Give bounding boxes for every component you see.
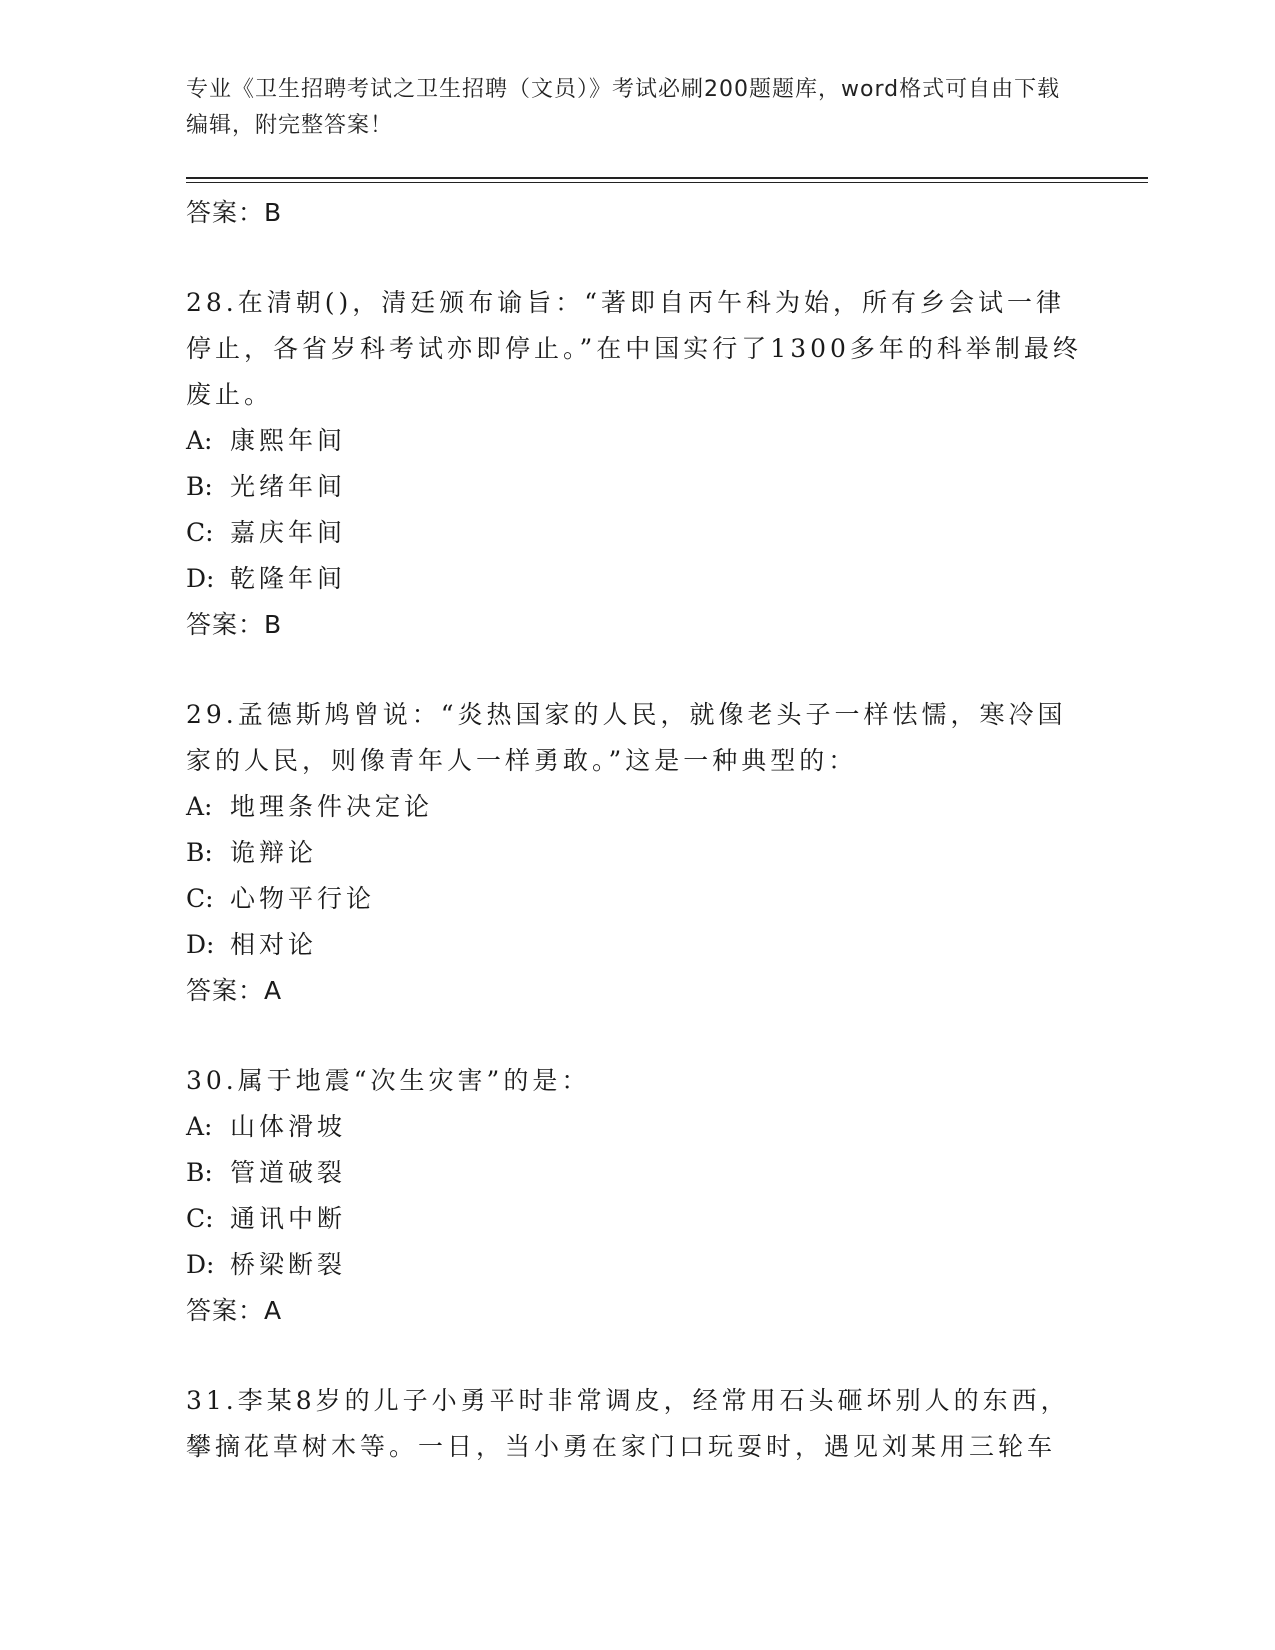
- option-a: [186, 418, 1086, 464]
- question-block-29: [186, 692, 1086, 1014]
- option-text: 心物平行论: [230, 884, 376, 913]
- option-text: 乾隆年间: [230, 564, 347, 593]
- option-text: 地理条件决定论: [230, 792, 434, 821]
- question-text: 30.属于地震“次生灾害”的是：: [186, 1066, 591, 1095]
- option-key: C:: [186, 518, 214, 547]
- option-c: [186, 510, 1086, 556]
- answer-line: 答案：B: [186, 610, 283, 639]
- question-block-30: [186, 1058, 1086, 1334]
- question-content: [186, 190, 1086, 1470]
- option-text: 山体滑坡: [230, 1112, 347, 1141]
- option-text: 管道破裂: [230, 1158, 347, 1187]
- option-key: C:: [186, 1204, 214, 1233]
- option-text: 桥梁断裂: [230, 1250, 347, 1279]
- option-text: 嘉庆年间: [230, 518, 347, 547]
- previous-answer: 答案：B: [186, 198, 283, 227]
- header-divider-thin: [186, 182, 1148, 183]
- option-key: D:: [186, 930, 215, 959]
- option-b: [186, 464, 1086, 510]
- option-key: B:: [186, 838, 213, 867]
- option-b: [186, 830, 1086, 876]
- question-text: 28.在清朝()，清廷颁布谕旨：“著即自丙午科为始，所有乡会试一律停止，各省岁科考试亦即停止。”在中国实行了1300多年的科举制最终废止。: [186, 288, 1082, 409]
- option-key: C:: [186, 884, 214, 913]
- option-c: [186, 876, 1086, 922]
- answer-line: 答案：A: [186, 1296, 283, 1325]
- option-key: D:: [186, 564, 215, 593]
- option-b: [186, 1150, 1086, 1196]
- option-text: 康熙年间: [230, 426, 347, 455]
- option-c: [186, 1196, 1086, 1242]
- header-divider-thick: [186, 177, 1148, 179]
- option-key: B:: [186, 472, 213, 501]
- question-block-28: [186, 280, 1086, 648]
- option-text: 诡辩论: [230, 838, 318, 867]
- option-d: [186, 922, 1086, 968]
- option-key: B:: [186, 1158, 213, 1187]
- option-a: [186, 784, 1086, 830]
- question-text: 29.孟德斯鸠曾说：“炎热国家的人民，就像老头子一样怯懦，寒冷国家的人民，则像青年人一样勇敢。”这是一种典型的：: [186, 700, 1067, 775]
- option-key: D:: [186, 1250, 215, 1279]
- option-a: [186, 1104, 1086, 1150]
- option-key: A:: [186, 1112, 213, 1141]
- option-text: 相对论: [230, 930, 318, 959]
- option-d: [186, 556, 1086, 602]
- answer-line: 答案：A: [186, 976, 283, 1005]
- option-d: [186, 1242, 1086, 1288]
- option-text: 光绪年间: [230, 472, 347, 501]
- option-text: 通讯中断: [230, 1204, 347, 1233]
- option-key: A:: [186, 792, 213, 821]
- option-key: A:: [186, 426, 213, 455]
- question-block-31: [186, 1378, 1086, 1470]
- question-text: 31.李某8岁的儿子小勇平时非常调皮，经常用石头砸坏别人的东西，攀摘花草树木等。一日，当小勇在家门口玩耍时，遇见刘某用三轮车: [186, 1386, 1070, 1461]
- document-header: 专业《卫生招聘考试之卫生招聘（文员）》考试必刷200题题库，word格式可自由下载编辑，附完整答案！: [186, 77, 1061, 138]
